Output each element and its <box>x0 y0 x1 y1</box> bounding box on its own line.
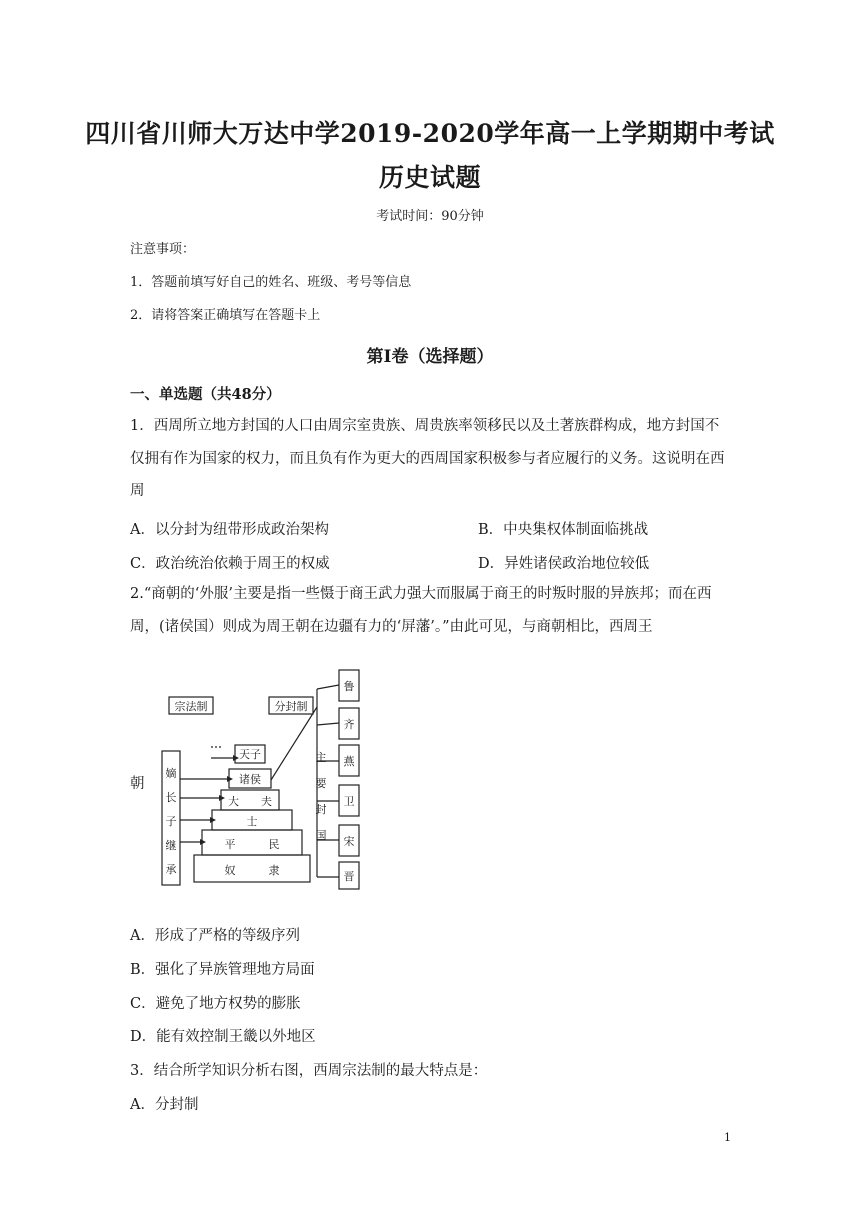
succession-char: 嫡 <box>165 767 177 780</box>
succession-char: 承 <box>165 863 177 876</box>
main-states-char: 封 <box>315 803 327 816</box>
document-title-line1: 四川省川师大万达中学2019-2020学年高一上学期期中考试 <box>85 119 775 148</box>
state-wei: 卫 <box>343 795 355 808</box>
question-2-option-d: D．能有效控制王畿以外地区 <box>130 1029 316 1045</box>
pyramid-level-pingmin: 平 民 <box>224 838 280 851</box>
question-1-option-a: A．以分封为纽带形成政治架构 <box>130 522 329 538</box>
main-states-char: 主 <box>315 751 327 764</box>
pyramid-level-dafu: 大 夫 <box>228 795 272 808</box>
succession-char: 长 <box>165 791 177 804</box>
document-title-line2: 历史试题 <box>378 163 481 192</box>
question-3-option-a: A．分封制 <box>130 1097 199 1113</box>
state-yan: 燕 <box>343 755 355 768</box>
question-2-option-b: B．强化了异族管理地方局面 <box>130 962 315 978</box>
question-1-option-d: D．异姓诸侯政治地位较低 <box>478 556 650 572</box>
pyramid-level-nuli: 奴 隶 <box>224 864 280 877</box>
pyramid-level-shi: 士 <box>246 815 258 828</box>
question-1-stem: 1．西周所立地方封国的人口由周宗室贵族、周贵族率领移民以及土著族群构成，地方封国不仅拥有作为国家的权力，而且负有作为更大的西周国家积极参与者应履行的义务。这说明在西周 <box>130 418 725 499</box>
label-fenfeng: 分封制 <box>274 700 308 713</box>
page-number: 1 <box>724 1131 731 1144</box>
pyramid-level-tianzi: 天子 <box>239 748 261 761</box>
pyramid-level-zhuhou: 诸侯 <box>239 773 261 786</box>
state-lu: 鲁 <box>343 680 355 693</box>
zongfa-fenfeng-diagram <box>155 665 370 895</box>
question-1-option-b: B．中央集权体制面临挑战 <box>478 522 649 538</box>
succession-char: 继 <box>165 839 177 852</box>
question-1-option-c: C．政治统治依赖于周王的权威 <box>130 556 330 572</box>
note-item: 1．答题前填写好自己的姓名、班级、考号等信息 <box>130 275 412 290</box>
exam-time: 考试时间：90分钟 <box>376 209 484 224</box>
notes-heading: 注意事项： <box>130 242 196 257</box>
state-qi: 齐 <box>343 718 355 731</box>
main-states-char: 要 <box>315 777 327 790</box>
label-zongfa: 宗法制 <box>174 700 208 713</box>
section-subtitle: 一、单选题（共48分） <box>130 386 281 403</box>
question-2-stem-tail: 朝 <box>130 776 145 792</box>
question-2-option-c: C．避免了地方权势的膨胀 <box>130 996 301 1012</box>
section-title: 第I卷（选择题） <box>366 347 494 367</box>
question-2-stem: 2.“商朝的‘外服’主要是指一些慑于商王武力强大而服属于商王的时叛时服的异族邦；而在西周，(诸侯国）则成为周王朝在边疆有力的‘屏藩’。”由此可见，与商朝相比，西周王 <box>130 586 712 635</box>
question-2-option-a: A．形成了严格的等级序列 <box>130 928 300 944</box>
note-item: 2．请将答案正确填写在答题卡上 <box>130 308 321 323</box>
succession-char: 子 <box>165 815 177 828</box>
main-states-char: 国 <box>315 829 327 842</box>
state-jin: 晋 <box>343 870 355 883</box>
state-song: 宋 <box>343 835 355 848</box>
question-3-stem: 3．结合所学知识分析右图，西周宗法制的最大特点是： <box>130 1063 488 1079</box>
